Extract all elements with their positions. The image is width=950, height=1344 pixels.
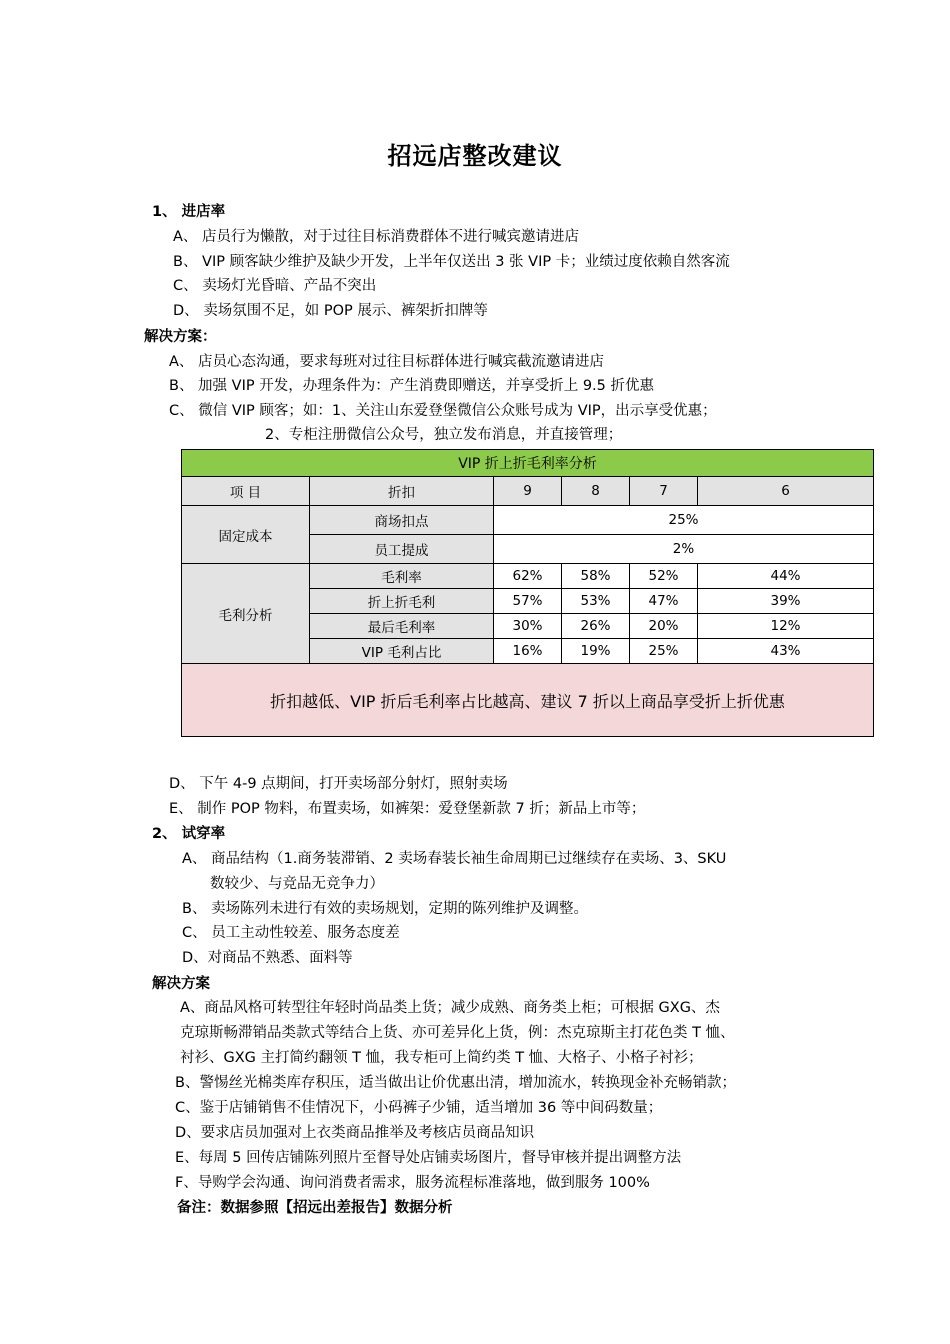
cell-value: 57% [494, 589, 562, 614]
cell-value: 47% [630, 589, 698, 614]
cell-value: 26% [562, 614, 630, 639]
cell-value: 43% [698, 639, 874, 664]
cell-value: 16% [494, 639, 562, 664]
section-2-heading: 2、 试穿率 [152, 826, 226, 842]
row-name: 毛利率 [310, 564, 494, 589]
issue-item: C、 卖场灯光昏暗、产品不突出 [173, 278, 377, 294]
vip-margin-table [181, 449, 874, 737]
solution-item: 衬衫、GXG 主打简约翻领 T 恤，我专柜可上简约类 T 恤、大格子、小格子衬衫； [180, 1050, 703, 1066]
cell-value: 20% [630, 614, 698, 639]
issue-item: 数较少、与竞品无竞争力） [210, 876, 384, 892]
cell-value: 53% [562, 589, 630, 614]
solution-item: B、警惕丝光棉类库存积压，适当做出让价优惠出清，增加流水，转换现金补充畅销款； [175, 1075, 736, 1091]
header-col: 8 [562, 477, 630, 506]
margin-label: 毛利分析 [182, 564, 310, 664]
cell-value: 52% [630, 564, 698, 589]
issue-item: D、 卖场氛围不足，如 POP 展示、裤架折扣牌等 [173, 303, 488, 319]
row-value: 2% [494, 535, 874, 564]
row-name: 商场扣点 [310, 506, 494, 535]
solution-item: E、 制作 POP 物料，布置卖场，如裤架：爱登堡新款 7 折；新品上市等； [169, 801, 646, 817]
page-title: 招远店整改建议 [387, 142, 563, 170]
solution-item: A、 店员心态沟通，要求每班对过往目标群体进行喊宾截流邀请进店 [169, 354, 605, 370]
cell-value: 44% [698, 564, 874, 589]
cell-value: 19% [562, 639, 630, 664]
solution-item: 2、专柜注册微信公众号，独立发布消息，并直接管理； [265, 427, 623, 443]
cell-value: 39% [698, 589, 874, 614]
issue-item: A、 商品结构（1.商务装滞销、2 卖场春装长袖生命周期已过继续存在卖场、3、SKU [182, 851, 727, 867]
header-discount: 折扣 [310, 477, 494, 506]
issue-item: A、 店员行为懒散，对于过往目标消费群体不进行喊宾邀请进店 [173, 229, 580, 245]
solution-item: A、商品风格可转型往年轻时尚品类上货；减少成熟、商务类上柜；可根据 GXG、杰 [180, 1000, 720, 1016]
header-col: 6 [698, 477, 874, 506]
solution-item: C、 微信 VIP 顾客；如：1、关注山东爱登堡微信公众账号成为 VIP，出示享受优惠； [169, 403, 717, 419]
note: 备注：数据参照【招远出差报告】数据分析 [177, 1200, 453, 1216]
row-name: 员工提成 [310, 535, 494, 564]
issue-item: B、 VIP 顾客缺少维护及缺少开发，上半年仅送出 3 张 VIP 卡；业绩过度依赖自然客流 [173, 254, 730, 270]
cell-value: 30% [494, 614, 562, 639]
header-col: 9 [494, 477, 562, 506]
header-col: 7 [630, 477, 698, 506]
fixed-cost-label: 固定成本 [182, 506, 310, 564]
cell-value: 62% [494, 564, 562, 589]
cell-value: 58% [562, 564, 630, 589]
row-name: 最后毛利率 [310, 614, 494, 639]
row-name: VIP 毛利占比 [310, 639, 494, 664]
solution-item: D、 下午 4-9 点期间，打开卖场部分射灯，照射卖场 [169, 776, 508, 792]
solution-item: F、导购学会沟通、询问消费者需求，服务流程标准落地，做到服务 100% [175, 1175, 650, 1191]
row-name: 折上折毛利 [310, 589, 494, 614]
table-title: VIP 折上折毛利率分析 [182, 450, 874, 477]
solution-item: E、每周 5 回传店铺陈列照片至督导处店铺卖场图片，督导审核并提出调整方法 [175, 1150, 682, 1166]
cell-value: 25% [630, 639, 698, 664]
solution-item: 克琼斯畅滞销品类款式等结合上货、亦可差异化上货，例：杰克琼斯主打花色类 T 恤、 [180, 1025, 735, 1041]
solution-heading: 解决方案： [144, 329, 217, 345]
issue-item: C、 员工主动性较差、服务态度差 [182, 925, 400, 941]
row-value: 25% [494, 506, 874, 535]
solution-heading: 解决方案 [152, 976, 210, 992]
solution-item: D、要求店员加强对上衣类商品推举及考核店员商品知识 [175, 1125, 535, 1141]
cell-value: 12% [698, 614, 874, 639]
issue-item: D、对商品不熟悉、面料等 [182, 950, 353, 966]
header-item: 项 目 [182, 477, 310, 506]
section-1-heading: 1、 进店率 [152, 204, 226, 220]
solution-item: B、 加强 VIP 开发，办理条件为：产生消费即赠送，并享受折上 9.5 折优惠 [169, 378, 654, 394]
solution-item: C、鉴于店铺销售不佳情况下，小码裤子少铺，适当增加 36 等中间码数量； [175, 1100, 663, 1116]
issue-item: B、 卖场陈列未进行有效的卖场规划，定期的陈列维护及调整。 [182, 901, 589, 917]
table-conclusion: 折扣越低、VIP 折后毛利率占比越高、建议 7 折以上商品享受折上折优惠 [182, 664, 874, 737]
